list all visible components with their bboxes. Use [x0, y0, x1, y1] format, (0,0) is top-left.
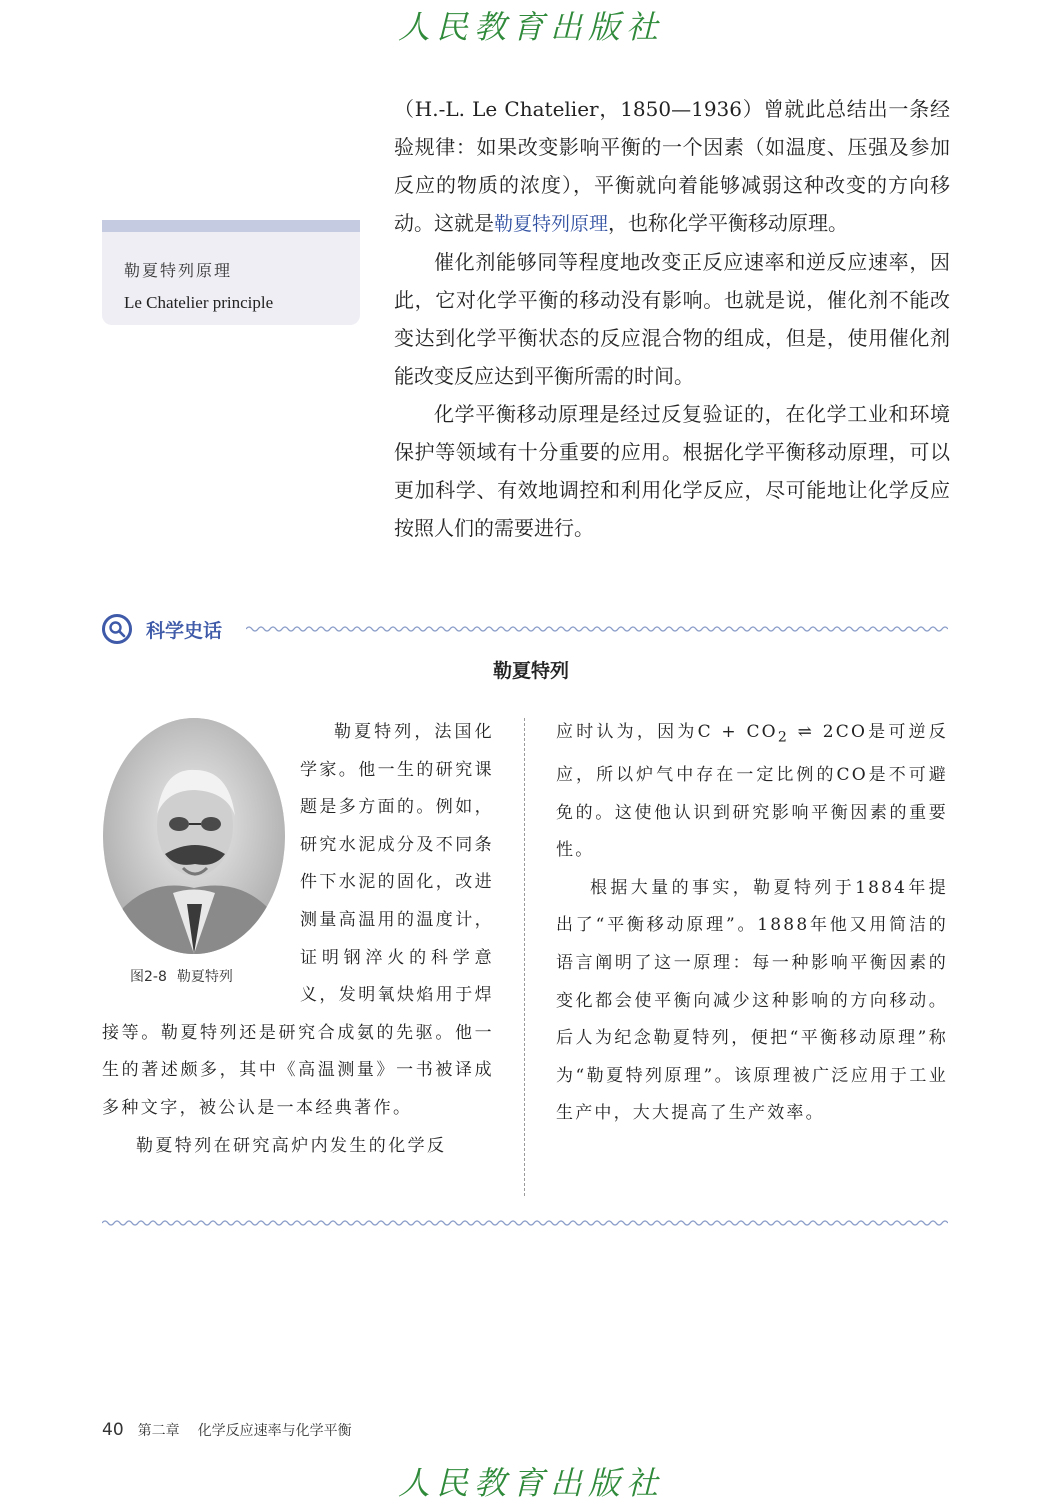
section-title: 科学史话: [146, 620, 223, 642]
paragraph-3: 化学平衡移动原理是经过反复验证的，在化学工业和环境保护等领域有十分重要的应用。根据化学平衡移动原理，可以更加科学、有效地调控和利用化学反应，尽可能地让化学反应按照人们的需要进行。: [394, 402, 950, 540]
key-term: 勒夏特列原理: [494, 213, 609, 235]
story-left-paragraph-2: 勒夏特列在研究高炉内发生的化学反: [136, 1135, 447, 1156]
story-column-left: [102, 714, 494, 1165]
sidebar-term-en: Le Chatelier principle: [124, 293, 274, 312]
equation-subscript: 2: [777, 729, 790, 746]
story-left-paragraph-1: 勒夏特列，法国化学家。他一生的研究课题是多方面的。例如，研究水泥成分及不同条件下水泥的固化，改进测量高温用的温度计，证明钢淬火的科学意义，发明氧炔焰用于焊接等。勒夏特列还是研究合成氨的先驱。他一生的著述颇多，其中《高温测量》一书被译成多种文字，被公认是一本经典著作。: [102, 722, 494, 1118]
section-header: [102, 614, 948, 648]
figure-number: 图2-8: [130, 969, 167, 985]
figure-caption-text: 勒夏特列: [176, 969, 233, 985]
paragraph-2: 催化剂能够同等程度地改变正反应速率和逆反应速率，因此，它对化学平衡的移动没有影响。也就是说，催化剂不能改变达到化学平衡状态的反应混合物的组成，但是，使用催化剂能改变反应达到平衡所需的时间。: [394, 250, 950, 388]
publisher-logo-bottom: 人民教育出版社: [397, 1464, 664, 1502]
column-divider: [524, 718, 525, 1196]
term-sidebar: [102, 220, 360, 325]
story-right-paragraph-1: [556, 714, 948, 870]
chapter-label: 第二章: [137, 1423, 180, 1439]
page-number: 40: [102, 1420, 124, 1440]
page-footer: [102, 1420, 352, 1440]
bottom-wave-divider: [102, 1218, 948, 1228]
paragraph-1: [394, 90, 950, 243]
equation-text-b: ⇌ 2CO是可逆反应，所以炉气中存在一定比例的CO是不可避免的。这使他认识到研究影响平衡因素的重要性。: [556, 722, 949, 861]
main-body: [394, 90, 950, 547]
sidebar-term-zh: 勒夏特列原理: [124, 261, 233, 280]
magnifier-icon: [102, 614, 132, 644]
story-right-paragraph-2: 根据大量的事实，勒夏特列于1884年提出了“平衡移动原理”。1888年他又用简洁的语言阐明了这一原理：每一种影响平衡因素的变化都会使平衡向减少这种影响的方向移动。后人为纪念勒夏特列，便把“平衡移动原理”称为“勒夏特列原理”。该原理被广泛应用于工业生产中，大大提高了生产效率。: [556, 877, 948, 1124]
p1-text-after: ，也称化学平衡移动原理。: [608, 211, 849, 235]
publisher-logo-top: 人民教育出版社: [397, 8, 664, 46]
story-column-right: [556, 714, 948, 1133]
p1-text-before: （H.-L. Le Chatelier，1850—1936）曾就此总结出一条经验规律：如果改变影响平衡的一个因素（如温度、压强及参加反应的物质的浓度），平衡就向着能够减弱这种改变的方向移动。这就是: [394, 97, 950, 235]
equation-text-a: 应时认为，因为C + CO: [556, 722, 778, 742]
section-wave-divider: [246, 624, 948, 634]
story-title: 勒夏特列: [492, 660, 569, 682]
chapter-title: 化学反应速率与化学平衡: [197, 1423, 352, 1439]
